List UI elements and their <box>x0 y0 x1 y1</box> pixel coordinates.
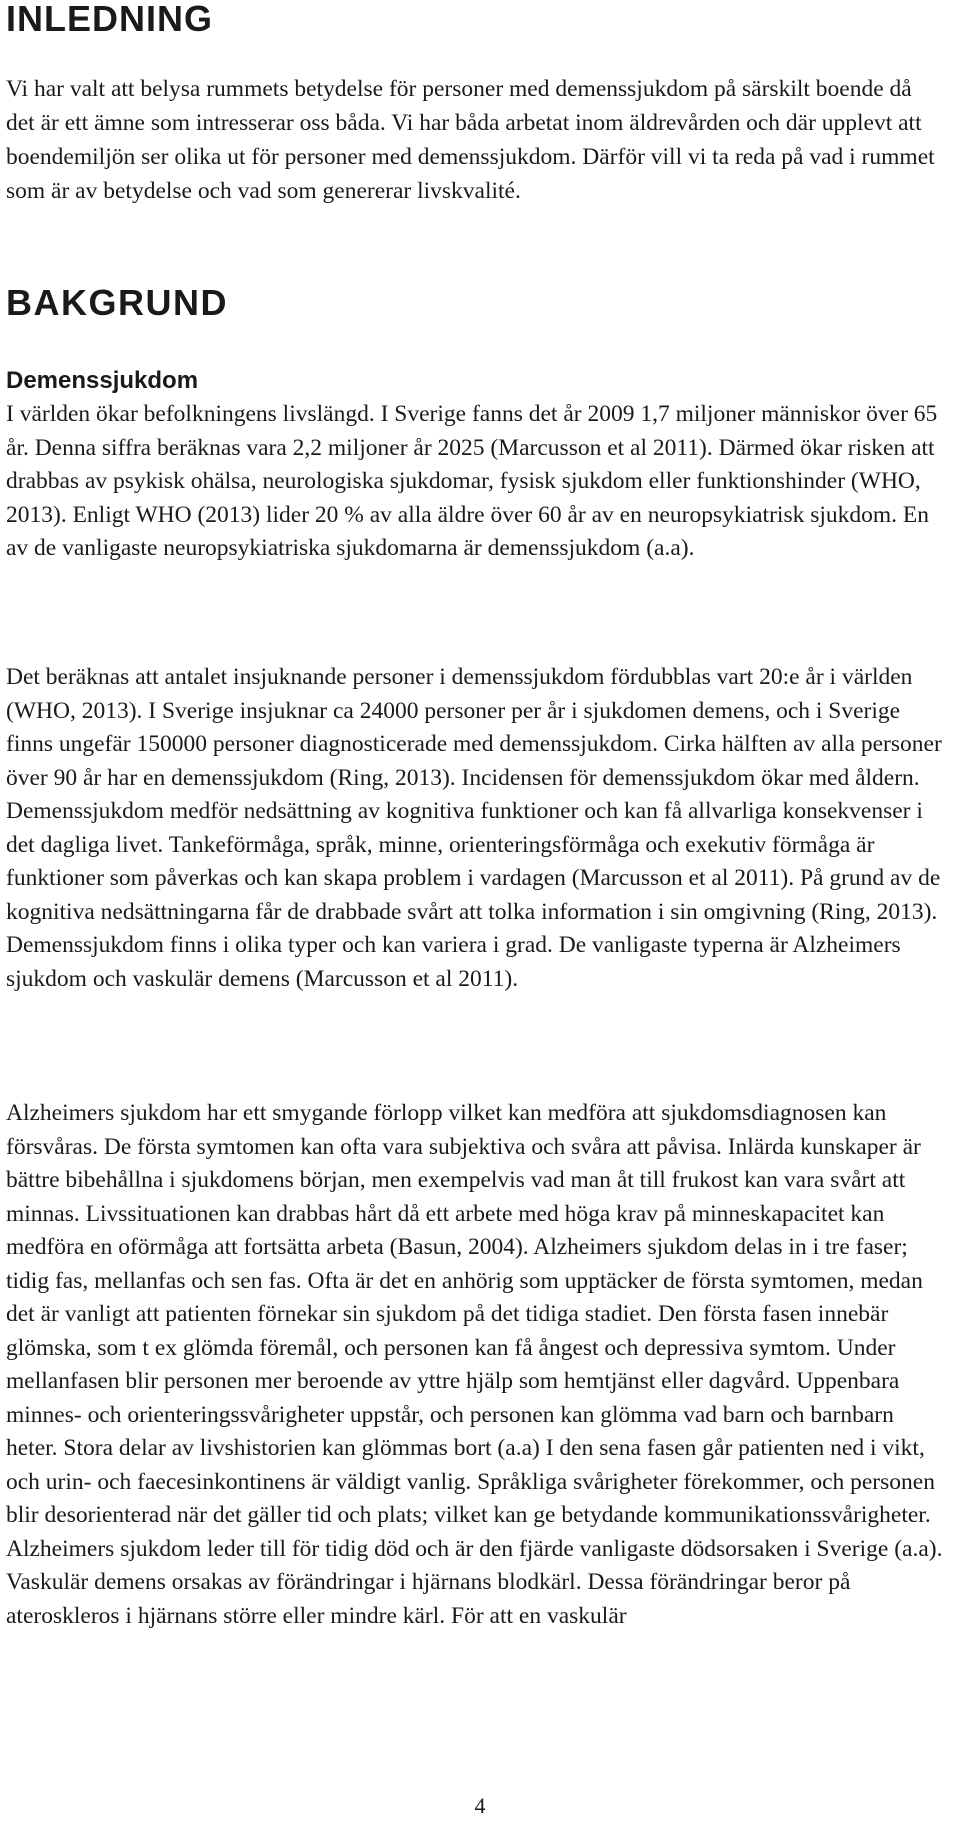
subheading-demenssjukdom: Demenssjukdom <box>6 367 199 394</box>
intro-paragraph: Vi har valt att belysa rummets betydelse för personer med demenssjukdom på särskilt boende då det är ett ämne som intresserar oss båda. Vi har båda arbetat inom äldrevården och där upplevt att boendemiljön ser olika ut för personer med demenssjukdom. Därför vill vi ta reda på vad i rummet som är av betydelse och vad som genererar livskvalité. <box>6 76 935 204</box>
background-paragraph-3: Alzheimers sjukdom har ett smygande förlopp vilket kan medföra att sjukdomsdiagnosen kan försvåras. De första symtomen kan ofta vara subjektiva och svåra att påvisa. Inlärda kunskaper är bättre bibehållna i sjukdomens början, men exempelvis vad man åt till frukost kan vara svårt att minnas. Livssituationen kan drabbas hårt då ett arbete med höga krav på minneskapacitet kan medföra en oförmåga att fortsätta arbeta (Basun, 2004). Alzheimers sjukdom delas in i tre faser; tidig fas, mellanfas och sen fas. Ofta är det en anhörig som upptäcker de första symtomen, medan det är vanligt att patienten förnekar sin sjukdom på det tidiga stadiet. Den första fasen innebär glömska, som t ex glömda föremål, och personen kan få ångest och depressiva symtom. Under mellanfasen blir personen mer beroende av yttre hjälp som hemtjänst eller dagvård. Uppenbara minnes- och orienteringssvårigheter uppstår, och personen kan glömma vad barn och barnbarn heter. Stora delar av livshistorien kan glömmas bort (a.a) I den sena fasen går patienten ned i vikt, och urin- och faecesinkontinens är väldigt vanlig. Språkliga svårigheter förekommer, och personen blir desorienterad när det gäller tid och plats; vilket kan ge betydande kommunikationssvårigheter. Alzheimers sjukdom leder till för tidig död och är den fjärde vanligaste dödsorsaken i Sverige (a.a). Vaskulär demens orsakas av förändringar i hjärnans blodkärl. Dessa förändringar beror på ateroskleros i hjärnans större eller mindre kärl. För att en vaskulär <box>6 1100 943 1629</box>
page-number: 4 <box>474 1793 486 1818</box>
background-paragraph-1: I världen ökar befolkningens livslängd. I Sverige fanns det år 2009 1,7 miljoner människor över 65 år. Denna siffra beräknas vara 2,2 miljoner år 2025 (Marcusson et al 2011). Därmed ökar risken att drabbas av psykisk ohälsa, neurologiska sjukdomar, fysisk sjukdom eller funktionshinder (WHO, 2013). Enligt WHO (2013) lider 20 % av alla äldre över 60 år av en neuropsykiatrisk sjukdom. En av de vanligaste neuropsykiatriska sjukdomarna är demenssjukdom (a.a). <box>6 401 938 561</box>
section-heading-bakgrund: BAKGRUND <box>6 282 228 323</box>
background-paragraph-2: Det beräknas att antalet insjuknande personer i demenssjukdom fördubblas vart 20:e år i världen (WHO, 2013). I Sverige insjuknar ca 24000 personer per år i sjukdomen demens, och i Sverige finns ungefär 150000 personer diagnosticerade med demenssjukdom. Cirka hälften av alla personer över 90 år har en demenssjukdom (Ring, 2013). Incidensen för demenssjukdom ökar med åldern. Demenssjukdom medför nedsättning av kognitiva funktioner och kan få allvarliga konsekvenser i det dagliga livet. Tankeförmåga, språk, minne, orienteringsförmåga och exekutiv förmåga är funktioner som påverkas och kan skapa problem i vardagen (Marcusson et al 2011). På grund av de kognitiva nedsättningarna får de drabbade svårt att tolka information i sin omgivning (Ring, 2013). Demenssjukdom finns i olika typer och kan variera i grad. De vanligaste typerna är Alzheimers sjukdom och vaskulär demens (Marcusson et al 2011). <box>6 664 942 992</box>
section-heading-inledning: INLEDNING <box>6 0 213 39</box>
